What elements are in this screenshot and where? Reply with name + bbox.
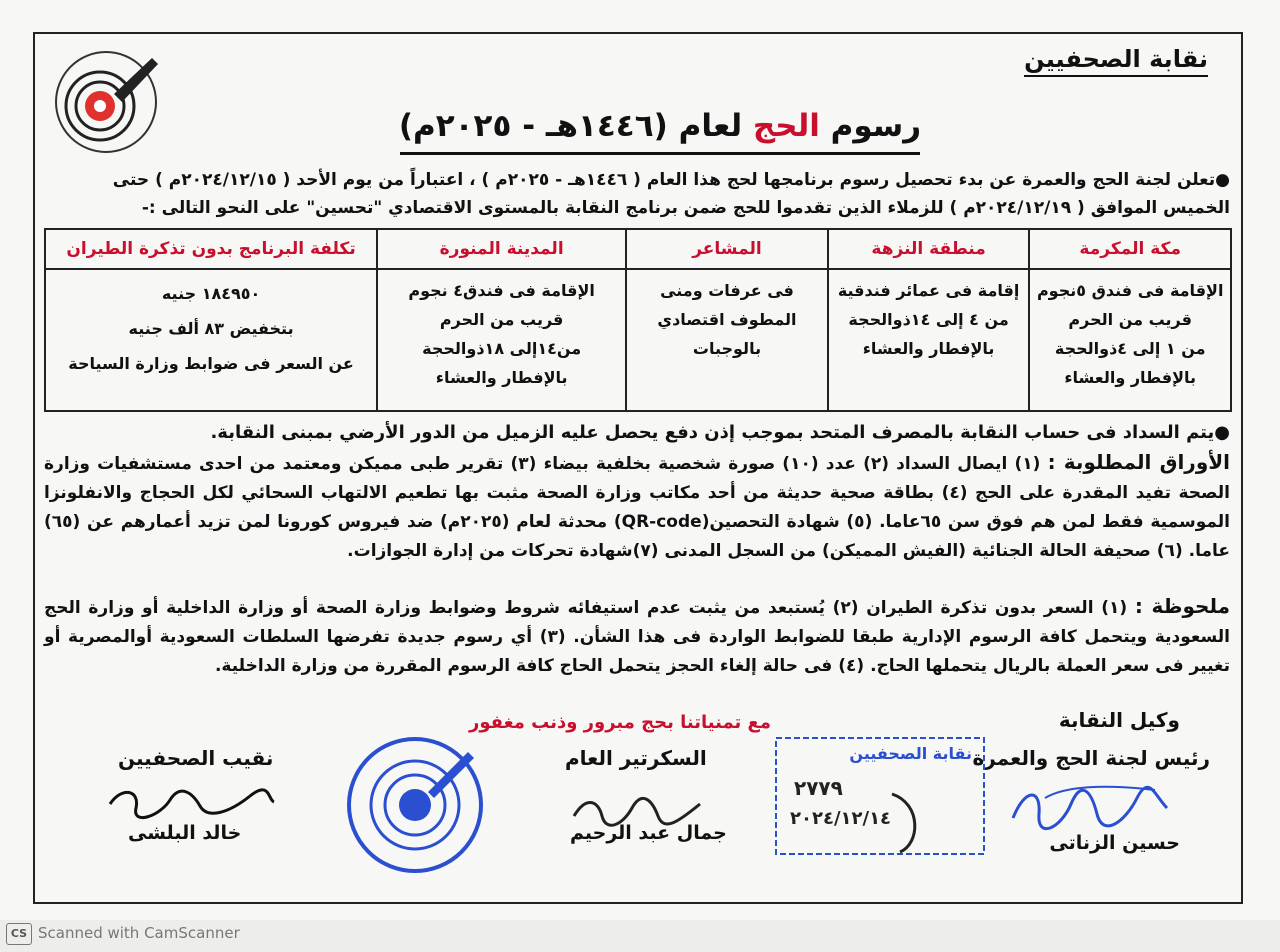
head-name: خالد البلشى: [128, 822, 242, 844]
title-underline: [400, 152, 920, 155]
head-signature: [100, 782, 280, 826]
payment-paragraph: ●يتم السداد فى حساب النقابة بالمصرف المتحد بموجب إذن دفع يحصل عليه الزميل من الدور الأرضي بمبنى النقابة.: [210, 422, 1230, 443]
documents-paragraph: [44, 448, 1230, 566]
cell-line: بالإفطار والعشاء: [1064, 368, 1197, 387]
cell-cost: [45, 269, 377, 411]
cell-nuzha: [828, 269, 1030, 411]
secretary-title: السكرتير العام: [565, 746, 707, 770]
cell-makkah: [1029, 269, 1231, 411]
date-stamp: [772, 734, 988, 858]
cell-madinah: [377, 269, 626, 411]
cell-line: الإقامة فى فندق٤ نجوم: [408, 281, 595, 300]
documents-text: (١) ايصال السداد (٢) عدد (١٠) صورة شخصية بخلفية بيضاء (٣) تقرير طبى مميكن ومعتمد من احدى مستشفيات وزارة الصحة تفيد المقدرة على الحج (٤) بطاقة صحية حديثة من أحد مكاتب وزارة الصحة مثبت بها تطعيم الالتهاب السحائي لكل الحجاج والانفلونزا الموسمية فقط لمن هم فوق سن ٦٥عاما. (٥) شهادة التحصين(QR-code) محدثة لعام (٢٠٢٥م) ضد فيروس كورونا لمن تزيد أعمارهم عن (٦٥) عاما. (٦) صحيفة الحالة الجنائية (الفيش المميكن) من السجل المدنى (٧)شهادة تحركات من إدارة الجوازات.: [44, 454, 1231, 561]
table-header-row: [45, 229, 1231, 269]
notes-label: ملحوظة :: [1134, 594, 1230, 618]
program-table: [44, 228, 1232, 412]
organization-name: نقابة الصحفيين: [1024, 44, 1208, 77]
committee-name: حسين الزناتى: [1049, 832, 1180, 854]
cell-line: من ٤ إلى ١٤ذوالحجة: [848, 310, 1009, 329]
notes-text: (١) السعر بدون تذكرة الطيران (٢) يُستبعد من يثبت عدم استيفائه شروط وضوابط وزارة الصحة أو وزارة الداخلية أو وزارة الحج السعودية ويتحمل كافة الرسوم الإدارية طبقا للضوابط الواردة فى هذا الشأن. (٣) أي رسوم جديدة تفرضها السلطات السعودية أوالمصرية أو تغيير فى سعر العملة بالريال يتحملها الحاج. (٤) فى حالة إلغاء الحجز يتحمل الحاج كافة الرسوم المقررة من وزارة الداخلية.: [44, 598, 1230, 676]
cell-line: فى عرفات ومنى: [660, 281, 794, 300]
header-mashaer: المشاعر: [626, 229, 828, 269]
cell-line: بالوجبات: [692, 339, 762, 358]
cell-line: من ١ إلى ٤ذوالحجة: [1054, 339, 1206, 358]
title-red-word: الحج: [752, 108, 820, 144]
table-row: [45, 269, 1231, 411]
camscanner-icon: CS: [6, 923, 32, 945]
intro-line-2: الخميس الموافق ( ٢٠٢٤/١٢/١٩م ) للزملاء الذين تقدموا للحج ضمن برنامج النقابة بالمستوى الاقتصادي "تحسين" على النحو التالى :-: [141, 198, 1230, 218]
head-title: نقيب الصحفيين: [118, 746, 274, 770]
title-part1: رسوم: [830, 108, 922, 144]
cell-mashaer: [626, 269, 828, 411]
header-makkah: مكة المكرمة: [1029, 229, 1231, 269]
notes-paragraph: [44, 592, 1230, 681]
header-madinah: المدينة المنورة: [377, 229, 626, 269]
cell-line: بتخفيض ٨٣ ألف جنيه: [128, 319, 294, 338]
syndicate-logo: [40, 44, 172, 164]
vice-title: وكيل النقابة: [1058, 708, 1180, 732]
cell-line: عن السعر فى ضوابط وزارة السياحة: [68, 354, 354, 373]
stamp-org: نقابة الصحفيين: [849, 744, 972, 763]
cell-line: ١٨٤٩٥٠ جنيه: [161, 284, 261, 303]
cell-line: بالإفطار والعشاء: [435, 368, 568, 387]
stamp-date: ٢٠٢٤/١٢/١٤: [790, 808, 892, 829]
cell-line: قريب من الحرم: [1068, 310, 1192, 329]
cell-line: إقامة فى عمائر فندقية: [837, 281, 1020, 300]
intro-line-1: ●تعلن لجنة الحج والعمرة عن بدء تحصيل رسوم برنامجها لحج هذا العام ( ١٤٤٦هـ - ٢٠٢٥م ) ، اعتباراً من يوم الأحد ( ٢٠٢٤/١٢/١٥م ) حتى: [112, 170, 1230, 190]
header-nuzha: منطقة النزهة: [828, 229, 1030, 269]
secretary-name: جمال عبد الرحيم: [570, 822, 727, 844]
cell-line: بالإفطار والعشاء: [862, 339, 995, 358]
camscanner-text: Scanned with CamScanner: [38, 924, 240, 942]
committee-title: رئيس لجنة الحج والعمرة: [972, 746, 1210, 770]
cell-line: من١٤إلى ١٨ذوالحجة: [422, 339, 582, 358]
cell-line: الإقامة فى فندق ٥نجوم: [1036, 281, 1224, 300]
cell-line: المطوف اقتصادي: [657, 310, 797, 329]
header-cost: تكلفة البرنامج بدون تذكرة الطيران: [45, 229, 377, 269]
blue-seal-icon: [340, 730, 490, 880]
intro-paragraph: [44, 166, 1230, 222]
stamp-number: ٢٧٧٩: [794, 776, 843, 800]
cell-line: قريب من الحرم: [439, 310, 564, 329]
documents-label: الأوراق المطلوبة :: [1047, 450, 1230, 474]
title-part2: لعام (١٤٤٦هـ - ٢٠٢٥م): [398, 108, 743, 144]
greeting: مع تمنياتنا بحج مبرور وذنب مغفور: [468, 712, 771, 733]
committee-signature: [1005, 778, 1175, 838]
page-title: [380, 108, 940, 145]
